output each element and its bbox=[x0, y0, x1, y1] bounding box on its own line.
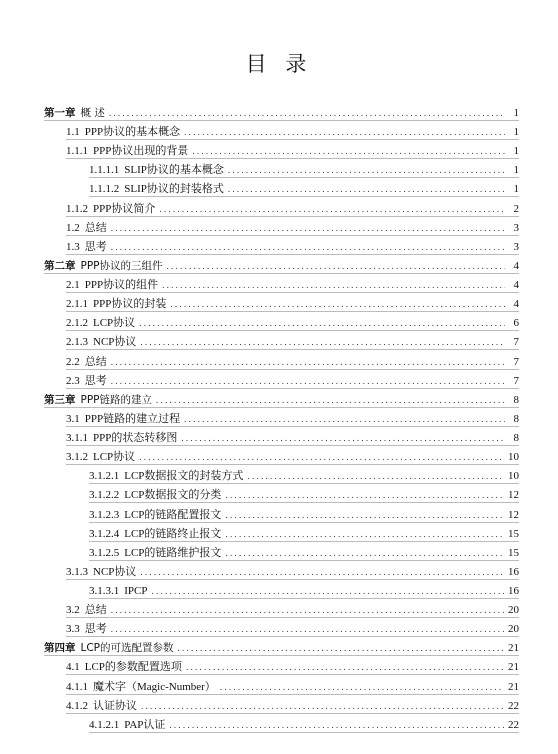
toc-row-rule bbox=[89, 732, 519, 733]
toc-entry-text: 总结 bbox=[84, 221, 107, 234]
toc-entry-number: 第四章 bbox=[44, 642, 76, 655]
toc-entry-number: 第二章 bbox=[44, 259, 76, 272]
toc-row-rule bbox=[66, 235, 519, 236]
toc-page-number: 2 bbox=[513, 202, 519, 215]
toc-entry-number: 3.1.2.2 bbox=[89, 489, 120, 502]
toc-entry-number: 3.1.2 bbox=[66, 451, 88, 464]
toc-entry-text: PPP协议的封装 bbox=[93, 298, 167, 311]
toc-page-number: 15 bbox=[508, 527, 519, 540]
toc-entry-number: 1.3 bbox=[66, 240, 80, 253]
toc-page-number: 21 bbox=[508, 661, 519, 674]
toc-entry-number: 3.1 bbox=[66, 412, 80, 425]
toc-row-rule bbox=[66, 369, 519, 370]
toc-entry-text: SLIP协议的封装格式 bbox=[124, 183, 224, 196]
toc-page-number: 21 bbox=[508, 680, 519, 693]
toc-entry-number: 3.1.3 bbox=[66, 565, 88, 578]
toc-entry-text: 总结 bbox=[84, 355, 107, 368]
toc-entry-number: 3.2 bbox=[66, 604, 80, 617]
toc-row-rule bbox=[44, 120, 519, 121]
toc-row-rule bbox=[66, 311, 519, 312]
toc-title: 目 录 bbox=[245, 52, 313, 76]
toc-page-number: 7 bbox=[513, 336, 519, 349]
toc-row-rule bbox=[66, 636, 519, 637]
toc-row-rule bbox=[66, 349, 519, 350]
toc-entry-text: 总结 bbox=[84, 604, 107, 617]
toc-page-number: 12 bbox=[508, 508, 519, 521]
toc-page-number: 10 bbox=[508, 451, 519, 464]
toc-entry-number: 1.1.1.1 bbox=[89, 164, 120, 177]
toc-entry-number: 1.2 bbox=[66, 221, 80, 234]
toc-page-number: 7 bbox=[513, 355, 519, 368]
toc-page-number: 4 bbox=[513, 259, 519, 272]
toc-page-number: 8 bbox=[513, 393, 519, 406]
toc-entry-text: PPP链路的建立 bbox=[80, 393, 152, 406]
toc-row-rule bbox=[66, 388, 519, 389]
toc-entry-number: 4.1.2 bbox=[66, 699, 88, 712]
toc-entry-number: 3.1.2.5 bbox=[89, 546, 120, 559]
toc-row-rule bbox=[89, 177, 519, 178]
toc-entry-number: 3.1.3.1 bbox=[89, 585, 120, 597]
toc-entry-text: PAP认证 bbox=[124, 718, 166, 731]
toc-entry-number: 2.1.1 bbox=[66, 298, 88, 311]
toc-page-number: 4 bbox=[513, 279, 519, 292]
toc-entry-text: NCP协议 bbox=[93, 565, 137, 578]
toc-page-number: 20 bbox=[508, 623, 519, 636]
toc-entry-text: LCP协议 bbox=[93, 317, 136, 330]
toc-entry-text: 思考 bbox=[84, 623, 107, 636]
toc-entry-number: 4.1 bbox=[66, 661, 80, 674]
toc-entry-text: NCP协议 bbox=[93, 336, 137, 349]
toc-entry-number: 2.1.3 bbox=[66, 336, 88, 349]
toc-row-rule bbox=[89, 196, 519, 197]
toc-row-rule bbox=[66, 694, 519, 695]
toc-entry-number: 3.1.1 bbox=[66, 432, 88, 445]
toc-page-number: 1 bbox=[513, 183, 519, 196]
toc-entry-text: PPP协议的组件 bbox=[84, 279, 159, 292]
toc-entry-text: IPCP bbox=[124, 585, 148, 597]
toc-page-number: 16 bbox=[508, 585, 519, 597]
toc-row-rule bbox=[66, 426, 519, 427]
toc-entry-text: LCP的链路终止报文 bbox=[124, 527, 222, 540]
toc-entry-text: PPP协议的三组件 bbox=[80, 259, 163, 272]
toc-entry-text: LCP的参数配置选项 bbox=[84, 661, 182, 674]
toc-row-rule bbox=[44, 273, 519, 274]
toc-entry-number: 3.1.2.1 bbox=[89, 470, 120, 483]
toc-row-rule bbox=[66, 445, 519, 446]
toc-entry-number: 1.1.1 bbox=[66, 145, 88, 158]
toc-entry-text: PPP协议简介 bbox=[93, 202, 156, 215]
toc-entry-number: 4.1.2.1 bbox=[89, 718, 120, 731]
toc-entry-number: 2.2 bbox=[66, 355, 80, 368]
toc-entry-number: 3.1.2.4 bbox=[89, 527, 120, 540]
toc-row-rule bbox=[44, 407, 519, 408]
toc-entry-text: PPP链路的建立过程 bbox=[84, 412, 181, 425]
toc-entry-number: 4.1.1 bbox=[66, 680, 88, 693]
toc-page-number: 8 bbox=[513, 412, 519, 425]
toc-entry-number: 第一章 bbox=[44, 107, 76, 119]
toc-row-rule bbox=[66, 464, 519, 465]
toc-row-rule bbox=[66, 254, 519, 255]
toc-row-rule bbox=[89, 541, 519, 542]
toc-row-rule bbox=[66, 713, 519, 714]
toc-entry-text: PPP协议的基本概念 bbox=[84, 126, 181, 139]
toc-page-number: 21 bbox=[508, 642, 519, 655]
toc-page-number: 1 bbox=[513, 126, 519, 139]
toc-page-number: 8 bbox=[513, 432, 519, 445]
toc-entry-text: 概 述 bbox=[80, 107, 105, 119]
toc-entry-number: 1.1.1.2 bbox=[89, 183, 120, 196]
toc-entry-text: LCP数据报文的封装方式 bbox=[124, 470, 244, 483]
toc-page-number: 22 bbox=[508, 718, 519, 731]
toc-entry-text: LCP的链路配置报文 bbox=[124, 508, 222, 521]
toc-page-number: 10 bbox=[508, 470, 519, 483]
toc-entry-text: 认证协议 bbox=[93, 699, 137, 712]
toc-row-rule bbox=[44, 655, 519, 656]
toc-entry-number: 2.1.2 bbox=[66, 317, 88, 330]
toc-entry-text: LCP数据报文的分类 bbox=[124, 489, 222, 502]
toc-entry-text: LCP协议 bbox=[93, 451, 136, 464]
toc-entry-number: 2.1 bbox=[66, 279, 80, 292]
toc-entry-text: PPP协议出现的背景 bbox=[93, 145, 189, 158]
toc-page-number: 1 bbox=[513, 107, 519, 119]
toc-row-rule bbox=[89, 483, 519, 484]
toc-page-number: 22 bbox=[508, 699, 519, 712]
toc-entry-text: SLIP协议的基本概念 bbox=[124, 164, 224, 177]
toc-row-rule bbox=[66, 139, 519, 140]
toc-row-rule bbox=[89, 502, 519, 503]
toc-entry-text: LCP的可选配置参数 bbox=[80, 642, 174, 655]
toc-page-number: 1 bbox=[513, 164, 519, 177]
toc-page-number: 15 bbox=[508, 546, 519, 559]
toc-entry-text: LCP的链路维护报文 bbox=[124, 546, 222, 559]
toc-page-number: 1 bbox=[513, 145, 519, 158]
toc-entry-text: 魔术字（Magic-Number） bbox=[93, 680, 216, 693]
toc-entry-text: PPP的状态转移图 bbox=[93, 432, 178, 445]
toc-page-number: 20 bbox=[508, 604, 519, 617]
toc-page-number: 6 bbox=[513, 317, 519, 330]
toc-entry-number: 1.1 bbox=[66, 126, 80, 139]
toc-row-rule bbox=[89, 522, 519, 523]
toc-row-rule bbox=[66, 216, 519, 217]
toc-entry-number: 2.3 bbox=[66, 374, 80, 387]
toc-page-number: 16 bbox=[508, 565, 519, 578]
toc-page-number: 3 bbox=[513, 221, 519, 234]
toc-page-number: 3 bbox=[513, 240, 519, 253]
toc-entry-number: 第三章 bbox=[44, 393, 76, 406]
toc-entry-number: 3.1.2.3 bbox=[89, 508, 120, 521]
toc-entry-text: 思考 bbox=[84, 240, 107, 253]
toc-row-rule bbox=[66, 292, 519, 293]
toc-entry-text: 思考 bbox=[84, 374, 107, 387]
toc-entry-number: 3.3 bbox=[66, 623, 80, 636]
toc-row-rule bbox=[66, 674, 519, 675]
toc-row-rule bbox=[66, 330, 519, 331]
toc-page-number: 7 bbox=[513, 374, 519, 387]
toc-page-number: 12 bbox=[508, 489, 519, 502]
toc-entry-number: 1.1.2 bbox=[66, 202, 88, 215]
toc-row-rule bbox=[89, 560, 519, 561]
toc-row-rule bbox=[66, 158, 519, 159]
toc-row-rule bbox=[89, 598, 519, 599]
toc-page-number: 4 bbox=[513, 298, 519, 311]
toc-row-rule bbox=[66, 617, 519, 618]
toc-row-rule bbox=[66, 579, 519, 580]
